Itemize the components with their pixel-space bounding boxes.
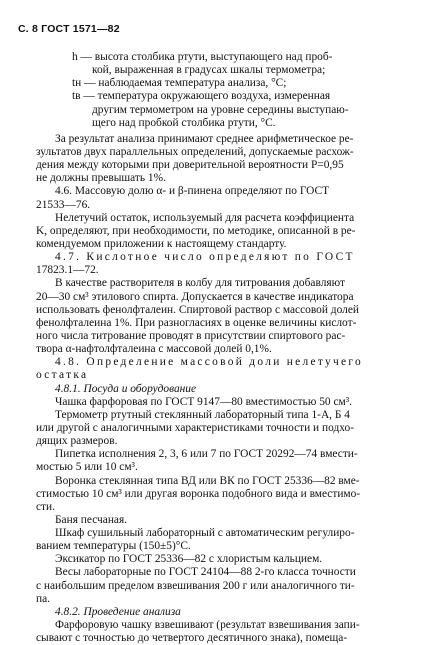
text-line: Весы лабораторные по ГОСТ 24104—88 2-го класса точности (55, 566, 356, 579)
text-line: Чашка фарфоровая по ГОСТ 9147—80 вместимостью 50 см³. (55, 395, 352, 408)
text-line: Воронка стеклянная типа ВД или ВК по ГОСТ 25336—82 вме- (55, 474, 360, 487)
text-line: сывают с точностью до четвертого десятичного знака), помеща- (36, 632, 348, 645)
text-line: не должны превышать 1%. (36, 172, 166, 185)
text-line: tв — температура окружающего воздуха, измеренная (72, 90, 331, 103)
text-line: K, определяют, при необходимости, по методике, описанной в ре- (36, 224, 356, 237)
text-line: h — высота столбика ртути, выступающего над проб- (72, 51, 333, 63)
text-line: 17823.1—72. (36, 264, 99, 277)
text-line: фенолфталеина 1%. При разногласиях в оценке величины кислот- (36, 316, 357, 329)
text-line: Нелетучий остаток, используемый для расчета коэффициента (55, 211, 355, 224)
text-line: 4.6. Массовую долю α- и β-пинена определяют по ГОСТ (55, 185, 330, 198)
text-line: 4.8.2. Проведение анализа (55, 605, 181, 618)
text-line: Эксикатор по ГОСТ 25336—82 с хлористым кальцием. (55, 553, 323, 566)
text-line: па. (36, 592, 50, 605)
document-body (36, 51, 408, 645)
text-line: ного числа титрование проводят в присутствии спиртового рас- (36, 329, 346, 342)
text-line: Шкаф сушильный лабораторный с автоматическим регулиро- (55, 527, 355, 540)
text-line: Термометр ртутный стеклянный лабораторный типа 1-А, Б 4 (55, 408, 350, 421)
text-line: tн — наблюдаемая температура анализа, °С; (72, 77, 287, 90)
text-line: мостью 5 или 10 см³. (36, 461, 138, 474)
text-line: кой, выраженная в градусах шкалы термометра; (92, 64, 326, 77)
text-line: 4.7. Кислотное число определяют по ГОСТ (55, 251, 355, 264)
text-line: дения между которыми при доверительной вероятности P=0,95 (36, 159, 344, 172)
text-line: В качестве растворителя в колбу для титрования добавляют (55, 277, 345, 290)
text-line: стимостью 10 см³ или другая воронка подобного вида и вместимо- (36, 487, 361, 500)
text-line: использовать фенолфталеин. Спиртовой раствор с массовой долей (36, 303, 359, 316)
text-line: с наибольшим пределом взвешивания 200 г или аналогичного ти- (36, 579, 355, 592)
text-line: остатка (36, 369, 89, 382)
text-line: 21533—76. (36, 198, 91, 211)
text-line: 20—30 см³ этилового спирта. Допускается в качестве индикатора (36, 290, 354, 303)
text-line: За результат анализа принимают среднее арифметическое ре- (55, 132, 354, 145)
text-line: Пипетка исполнения 2, 3, 6 или 7 по ГОСТ 20292—74 вмести- (55, 448, 358, 461)
text-line: или другой с аналогичными характеристиками точности и подхо- (36, 421, 354, 434)
text-line: Фарфоровую чашку взвешивают (результат взвешивания запи- (55, 619, 360, 632)
page-header: С. 8 ГОСТ 1571—82 (18, 23, 120, 35)
text-line: 4.8.1. Посуда и оборудование (55, 382, 197, 395)
text-line: Баня песчаная. (55, 513, 128, 526)
text-line: другим термометром на уровне середины выступаю- (92, 103, 349, 116)
text-line: комендуемом приложении к настоящему стандарту. (36, 237, 287, 250)
text-line: ванием температуры (150±5)°С. (36, 540, 191, 553)
text-line: дящих размеров. (36, 435, 118, 448)
text-line: щего над пробкой столбика ртути, °С. (92, 116, 276, 129)
text-line: зультатов двух параллельных определений, допускаемые расхож- (36, 145, 354, 158)
text-line: твора α-нафтолфталеина с массовой долей 0,1%. (36, 343, 272, 356)
text-line: сти. (36, 500, 55, 513)
text-line: 4.8. Определение массовой доли нелетучего (55, 356, 364, 369)
